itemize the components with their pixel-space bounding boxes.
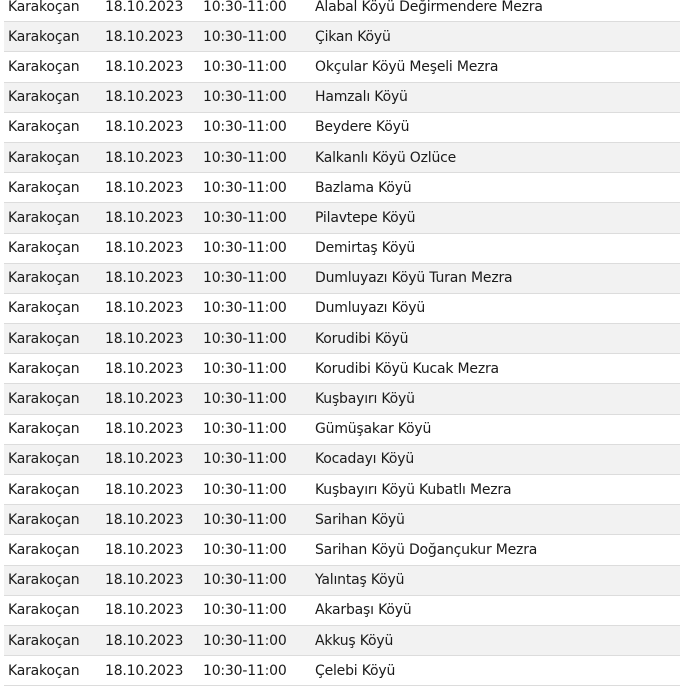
date-cell: 18.10.2023 <box>105 330 184 347</box>
district-cell: Karakoçan <box>8 572 80 589</box>
date-cell: 18.10.2023 <box>105 421 184 438</box>
date-cell: 18.10.2023 <box>105 451 184 468</box>
schedule-table <box>4 0 680 686</box>
place-cell: Alabal Köyü Değirmendere Mezra <box>315 0 543 15</box>
place-cell: Kocadayı Köyü <box>315 451 415 468</box>
table-row <box>4 354 680 384</box>
time-cell: 10:30-11:00 <box>203 391 287 408</box>
place-cell: Akkuş Köyü <box>315 632 394 649</box>
date-cell: 18.10.2023 <box>105 360 184 377</box>
district-cell: Karakoçan <box>8 300 80 317</box>
table-row <box>4 173 680 203</box>
time-cell: 10:30-11:00 <box>203 149 287 166</box>
time-cell: 10:30-11:00 <box>203 270 287 287</box>
date-cell: 18.10.2023 <box>105 662 184 679</box>
place-cell: Kuşbayırı Köyü <box>315 391 415 408</box>
date-cell: 18.10.2023 <box>105 119 184 136</box>
time-cell: 10:30-11:00 <box>203 330 287 347</box>
district-cell: Karakoçan <box>8 179 80 196</box>
table-row <box>4 475 680 505</box>
time-cell: 10:30-11:00 <box>203 360 287 377</box>
place-cell: Okçular Köyü Meşeli Mezra <box>315 58 499 75</box>
date-cell: 18.10.2023 <box>105 149 184 166</box>
place-cell: Korudibi Köyü <box>315 330 409 347</box>
district-cell: Karakoçan <box>8 481 80 498</box>
place-cell: Kuşbayırı Köyü Kubatlı Mezra <box>315 481 512 498</box>
time-cell: 10:30-11:00 <box>203 481 287 498</box>
place-cell: Dumluyazı Köyü Turan Mezra <box>315 270 513 287</box>
time-cell: 10:30-11:00 <box>203 300 287 317</box>
place-cell: Demirtaş Köyü <box>315 240 416 257</box>
date-cell: 18.10.2023 <box>105 240 184 257</box>
date-cell: 18.10.2023 <box>105 28 184 45</box>
table-row <box>4 234 680 264</box>
date-cell: 18.10.2023 <box>105 270 184 287</box>
time-cell: 10:30-11:00 <box>203 209 287 226</box>
date-cell: 18.10.2023 <box>105 0 184 15</box>
date-cell: 18.10.2023 <box>105 632 184 649</box>
table-row <box>4 143 680 173</box>
place-cell: Çikan Köyü <box>315 28 391 45</box>
date-cell: 18.10.2023 <box>105 541 184 558</box>
table-row <box>4 22 680 52</box>
time-cell: 10:30-11:00 <box>203 89 287 106</box>
table-row <box>4 505 680 535</box>
district-cell: Karakoçan <box>8 89 80 106</box>
time-cell: 10:30-11:00 <box>203 632 287 649</box>
date-cell: 18.10.2023 <box>105 300 184 317</box>
date-cell: 18.10.2023 <box>105 58 184 75</box>
table-row <box>4 596 680 626</box>
table-row <box>4 52 680 82</box>
district-cell: Karakoçan <box>8 511 80 528</box>
district-cell: Karakoçan <box>8 330 80 347</box>
date-cell: 18.10.2023 <box>105 572 184 589</box>
place-cell: Dumluyazı Köyü <box>315 300 426 317</box>
place-cell: Kalkanlı Köyü Özlüce <box>315 149 457 166</box>
district-cell: Karakoçan <box>8 662 80 679</box>
district-cell: Karakoçan <box>8 240 80 257</box>
district-cell: Karakoçan <box>8 391 80 408</box>
table-row <box>4 264 680 294</box>
date-cell: 18.10.2023 <box>105 179 184 196</box>
time-cell: 10:30-11:00 <box>203 240 287 257</box>
table-row <box>4 324 680 354</box>
district-cell: Karakoçan <box>8 270 80 287</box>
district-cell: Karakoçan <box>8 632 80 649</box>
district-cell: Karakoçan <box>8 451 80 468</box>
place-cell: Bazlama Köyü <box>315 179 412 196</box>
district-cell: Karakoçan <box>8 58 80 75</box>
district-cell: Karakoçan <box>8 0 80 15</box>
table-row <box>4 203 680 233</box>
table-row <box>4 384 680 414</box>
table-row <box>4 535 680 565</box>
time-cell: 10:30-11:00 <box>203 541 287 558</box>
table-row <box>4 656 680 686</box>
district-cell: Karakoçan <box>8 28 80 45</box>
place-cell: Sarihan Köyü <box>315 511 405 528</box>
place-cell: Akarbaşı Köyü <box>315 602 412 619</box>
table-row <box>4 294 680 324</box>
date-cell: 18.10.2023 <box>105 391 184 408</box>
date-cell: 18.10.2023 <box>105 511 184 528</box>
time-cell: 10:30-11:00 <box>203 662 287 679</box>
place-cell: Beydere Köyü <box>315 119 410 136</box>
place-cell: Çelebi Köyü <box>315 662 396 679</box>
time-cell: 10:30-11:00 <box>203 421 287 438</box>
time-cell: 10:30-11:00 <box>203 511 287 528</box>
district-cell: Karakoçan <box>8 209 80 226</box>
date-cell: 18.10.2023 <box>105 481 184 498</box>
date-cell: 18.10.2023 <box>105 209 184 226</box>
date-cell: 18.10.2023 <box>105 89 184 106</box>
district-cell: Karakoçan <box>8 421 80 438</box>
district-cell: Karakoçan <box>8 149 80 166</box>
district-cell: Karakoçan <box>8 119 80 136</box>
place-cell: Hamzalı Köyü <box>315 89 408 106</box>
district-cell: Karakoçan <box>8 541 80 558</box>
place-cell: Gümüşakar Köyü <box>315 421 432 438</box>
district-cell: Karakoçan <box>8 360 80 377</box>
table-row <box>4 566 680 596</box>
time-cell: 10:30-11:00 <box>203 0 287 15</box>
place-cell: Korudibi Köyü Kucak Mezra <box>315 360 499 377</box>
table-row <box>4 445 680 475</box>
table-row <box>4 415 680 445</box>
time-cell: 10:30-11:00 <box>203 119 287 136</box>
table-row <box>4 83 680 113</box>
time-cell: 10:30-11:00 <box>203 451 287 468</box>
place-cell: Yalıntaş Köyü <box>315 572 405 589</box>
time-cell: 10:30-11:00 <box>203 28 287 45</box>
time-cell: 10:30-11:00 <box>203 179 287 196</box>
table-row <box>4 113 680 143</box>
district-cell: Karakoçan <box>8 602 80 619</box>
time-cell: 10:30-11:00 <box>203 58 287 75</box>
table-row <box>4 626 680 656</box>
time-cell: 10:30-11:00 <box>203 572 287 589</box>
date-cell: 18.10.2023 <box>105 602 184 619</box>
time-cell: 10:30-11:00 <box>203 602 287 619</box>
place-cell: Sarihan Köyü Doğançukur Mezra <box>315 541 538 558</box>
place-cell: Pilavtepe Köyü <box>315 209 416 226</box>
table-row <box>4 0 680 22</box>
